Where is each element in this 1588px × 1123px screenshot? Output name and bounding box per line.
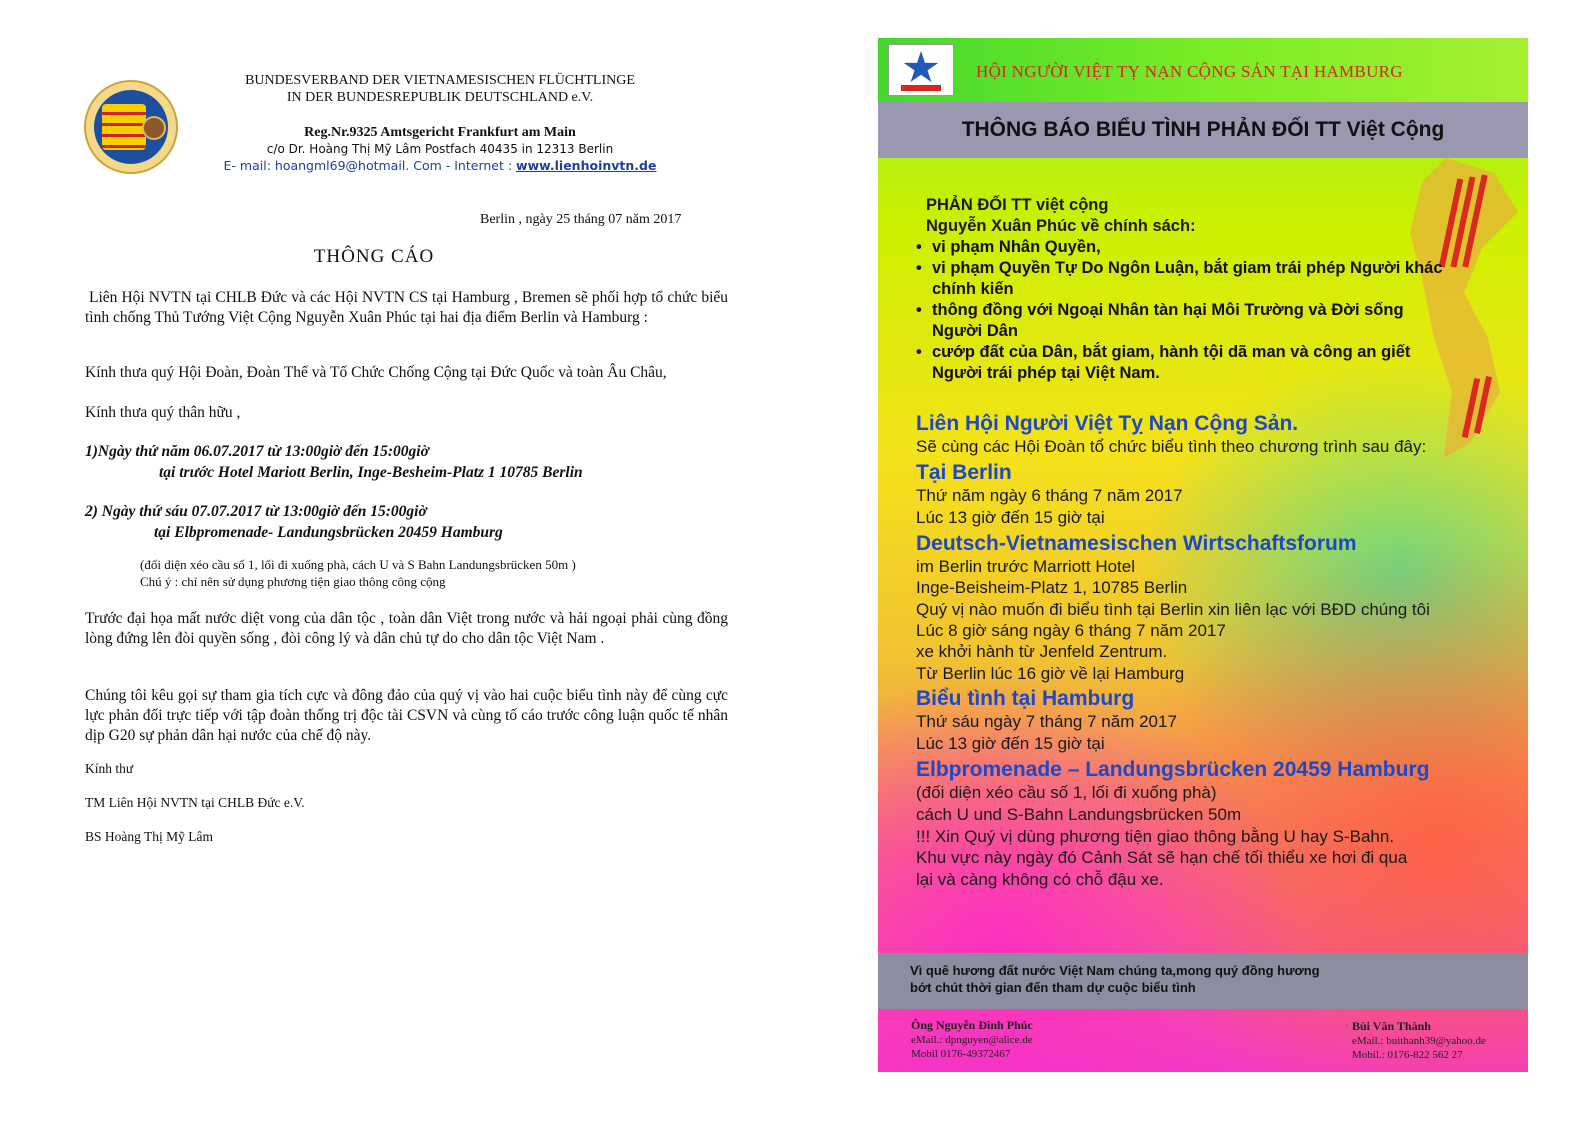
berlin-time: Lúc 13 giờ đến 15 giờ tại — [916, 508, 1105, 527]
hamburg-heading: Biểu tình tại Hamburg — [916, 687, 1135, 710]
protest-line2: Nguyễn Xuân Phúc về chính sách: — [926, 217, 1196, 235]
seal-flag-map — [102, 104, 146, 150]
grievance-item: • thông đồng với Ngoại Nhân tàn hại Môi Trường và Đời sống Người Dân — [916, 300, 1456, 342]
berlin-heading: Tại Berlin — [916, 461, 1012, 484]
elb-line: Khu vực này ngày đó Cảnh Sát sẽ hạn chế tối thiểu xe hơi đi qua — [916, 848, 1408, 867]
star-icon — [903, 51, 939, 85]
assoc-heading: Liên Hội Người Việt Tỵ Nạn Cộng Sản. — [916, 412, 1299, 435]
greeting-friends: Kính thưa quý thân hữu , — [85, 404, 241, 421]
forum-line: Quý vị nào muốn đi biểu tình tại Berlin xin liên lạc với BĐD chúng tôi — [916, 600, 1430, 619]
forum-line: xe khởi hành từ Jenfeld Zentrum. — [916, 642, 1168, 661]
elb-line: lại và càng không có chỗ đậu xe. — [916, 870, 1164, 889]
appeal-paragraph: Trước đại họa mất nước diệt vong của dân tộc , toàn dân Việt trong nước và hải ngoại phải cùng đồng lòng đứng lên đòi quyền sống , đòi công lý và dân chủ tự do cho dân tộc Việt Nam . — [85, 610, 728, 647]
forum-line: Inge-Beisheim-Platz 1, 10785 Berlin — [916, 578, 1188, 597]
letterhead-org — [180, 72, 700, 106]
hamburg-association-logo — [888, 44, 954, 96]
grievance-item: • cướp đất của Dân, bắt giam, hành tội dã man và công an giết Người trái phép tại Việt Nam. — [916, 342, 1456, 384]
call-to-action-paragraph: Chúng tôi kêu gọi sự tham gia tích cực và đông đảo của quý vị vào hai cuộc biểu tình này để cùng cực lực phản đối trực tiếp với tập đoàn thống trị độc tài CSVN và cùng tố cáo trước công luận quốc tế nhân dịp G20 sự phản dân hại nước của chế độ này. — [85, 687, 728, 744]
contact-card-2 — [1352, 1019, 1486, 1062]
grievance-list — [916, 237, 1456, 384]
event1-location: tại trước Hotel Mariott Berlin, Inge-Besheim-Platz 1 10785 Berlin — [159, 464, 583, 481]
contact-name: Bùi Văn Thành — [1352, 1019, 1431, 1033]
greeting-organizations: Kính thưa quý Hội Đoàn, Đoàn Thể và Tổ Chức Chống Cộng tại Đức Quốc và toàn Âu Châu, — [85, 364, 667, 381]
flyer-org-name: HỘI NGƯỜI VIỆT TỴ NẠN CỘNG SẢN TẠI HAMBURG — [976, 62, 1403, 81]
forum-line: im Berlin trước Marriott Hotel — [916, 557, 1136, 576]
seal-emblem — [142, 116, 166, 140]
logo-bar — [901, 85, 941, 91]
elb-line: (đối diện xéo cầu số 1, lối đi xuống phà) — [916, 783, 1217, 802]
appeal-line: bớt chút thời gian đến tham dự cuộc biểu tình — [910, 980, 1196, 995]
protest-flyer — [878, 38, 1528, 1072]
hamburg-date: Thứ sáu ngày 7 tháng 7 năm 2017 — [916, 712, 1177, 731]
flyer-headline: THÔNG BÁO BIỂU TÌNH PHẢN ĐỐI TT Việt Cộng — [961, 118, 1445, 141]
forum-line: Lúc 8 giờ sáng ngày 6 tháng 7 năm 2017 — [916, 621, 1226, 640]
closing: Kính thư — [85, 761, 134, 776]
grievance-item: • vi phạm Quyền Tự Do Ngôn Luận, bắt giam trái phép Người khác chính kiến — [916, 258, 1456, 300]
contact-email: eMail.: dpnguyen@alice.de — [911, 1034, 1033, 1046]
org-name-line2: IN DER BUNDESREPUBLIK DEUTSCHLAND e.V. — [286, 90, 594, 105]
berlin-date: Thứ năm ngày 6 tháng 7 năm 2017 — [916, 486, 1183, 505]
elb-line: !!! Xin Quý vị dùng phương tiện giao thông bằng U hay S-Bahn. — [916, 827, 1395, 846]
assoc-text: Sẽ cùng các Hội Đoàn tổ chức biểu tình theo chương trình sau đây: — [916, 437, 1427, 456]
protest-line1: PHẢN ĐỐI TT việt cộng — [926, 196, 1109, 214]
grievance-item: • vi phạm Nhân Quyền, — [916, 237, 1456, 258]
contact-card-1 — [911, 1018, 1033, 1061]
hamburg-time: Lúc 13 giờ đến 15 giờ tại — [916, 734, 1105, 753]
contact-email: eMail.: buithanh39@yahoo.de — [1352, 1035, 1486, 1047]
intro-paragraph: Liên Hội NVTN tại CHLB Đức và các Hội NVTN CS tại Hamburg , Bremen sẽ phối hợp tổ chức biểu tình chống Thủ Tướng Việt Cộng Nguyễn Xuân Phúc tại hai địa điểm Berlin và Hamburg : — [85, 289, 728, 326]
event2-date: 2) Ngày thứ sáu 07.07.2017 từ 13:00giờ đến 15:00giờ — [85, 503, 427, 520]
elb-line: cách U und S-Bahn Landungsbrücken 50m — [916, 805, 1242, 824]
transport-note: Chú ý : chỉ nên sử dụng phương tiện giao thông công cộng — [140, 574, 446, 589]
website-link[interactable]: www.lienhoinvtn.de — [516, 158, 657, 173]
letter-date: Berlin , ngày 25 tháng 07 năm 2017 — [480, 212, 682, 227]
contact-line — [180, 157, 700, 174]
forum-heading: Deutsch-Vietnamesischen Wirtschaftsforum — [916, 532, 1357, 555]
appeal-text — [910, 962, 1320, 996]
event2-location: tại Elbpromenade- Landungsbrücken 20459 Hamburg — [154, 524, 503, 541]
contact-phone: Mobil 0176-49372467 — [911, 1048, 1011, 1060]
appeal-line: Vì quê hương đất nước Việt Nam chúng ta,mong quý đồng hương — [910, 963, 1320, 978]
forum-line: Từ Berlin lúc 16 giờ về lại Hamburg — [916, 664, 1185, 683]
elb-heading: Elbpromenade – Landungsbrücken 20459 Hamburg — [916, 758, 1430, 781]
registration-number: Reg.Nr.9325 Amtsgericht Frankfurt am Main — [304, 125, 576, 140]
signer-name: BS Hoàng Thị Mỹ Lâm — [85, 829, 213, 844]
event1-date: 1)Ngày thứ năm 06.07.2017 từ 13:00giờ đến 15:00giờ — [85, 443, 429, 460]
org-name-line1: BUNDESVERBAND DER VIETNAMESISCHEN FLÜCHTLINGE — [245, 73, 635, 88]
contact-phone: Mobil.: 0176-822 562 27 — [1352, 1049, 1463, 1061]
contact-name: Ông Nguyễn Đình Phúc — [911, 1018, 1033, 1032]
postal-address: c/o Dr. Hoàng Thị Mỹ Lâm Postfach 40435 in 12313 Berlin — [266, 142, 614, 156]
association-seal-logo — [84, 80, 178, 174]
event2-directions-note: (đối diện xéo cầu số 1, lối đi xuống phà, cách U và S Bahn Landungsbrücken 50m ) — [140, 557, 576, 572]
signer-organization: TM Liên Hội NVTN tại CHLB Đức e.V. — [85, 795, 305, 810]
email-label: E- mail: hoangml69@hotmail. Com - Internet : — [223, 158, 517, 173]
letter-title: THÔNG CÁO — [313, 246, 435, 267]
